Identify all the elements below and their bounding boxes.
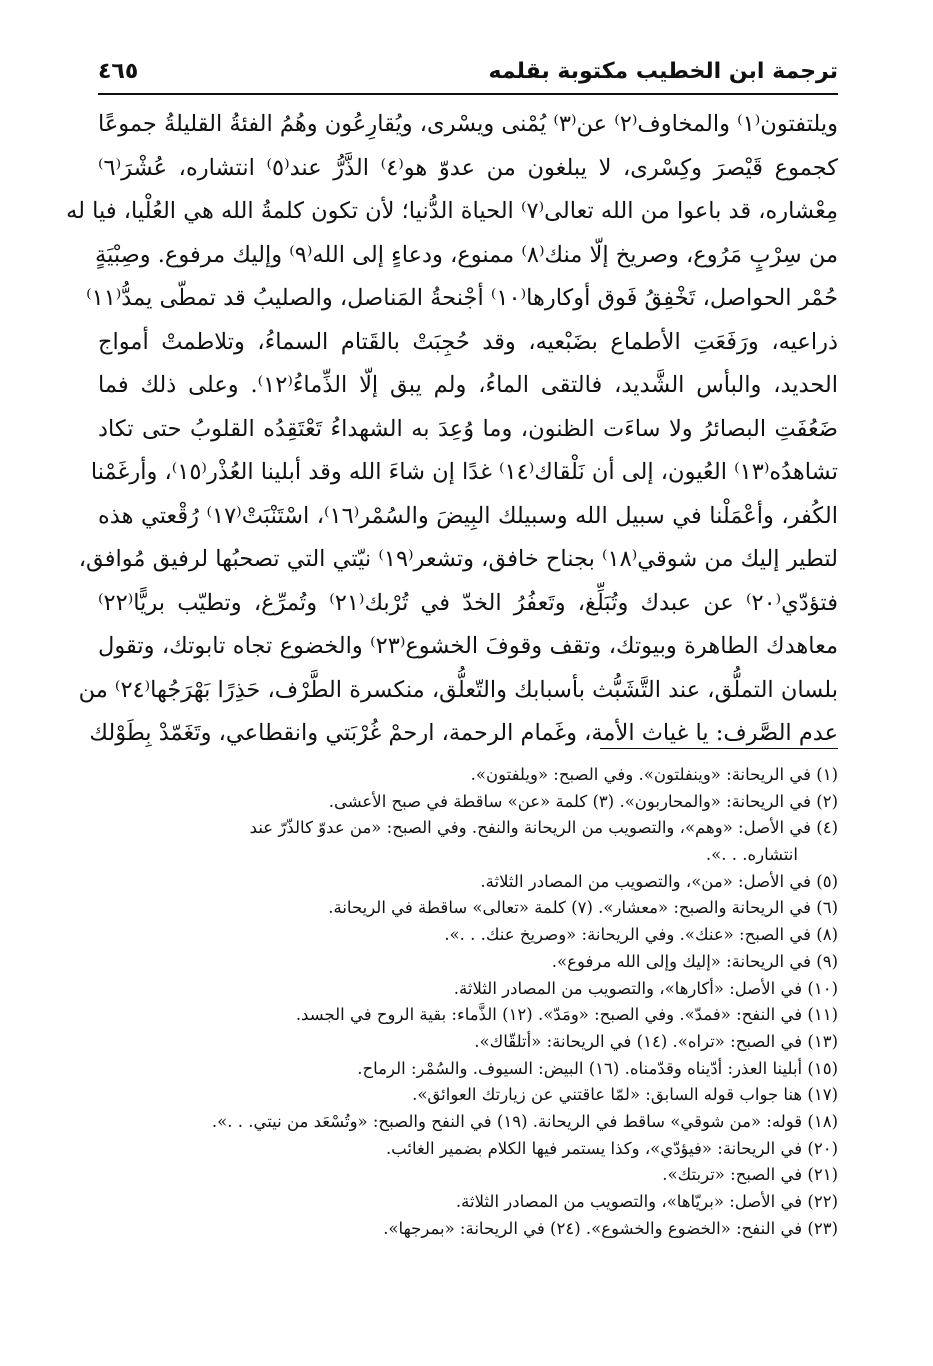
footnote: (٢٢) في الأصل: «بريّاها»، والتصويب من المصادر الثلاثة. xyxy=(455,1192,838,1211)
text-line: الحديد، والبأس الشَّديد، فالتقى الماءُ، ولم يبق إلّا الذِّماءُ⁽١٢⁾. وعلى ذلك فما xyxy=(98,372,838,398)
text-line: الكُفر، وأعْمَلْنا في سبيل الله وسبيلك البِيضَ والسُمْر⁽١٦⁾، اسْتَنْبَتْ⁽١٧⁾ رُقْعتي هذه xyxy=(98,502,838,529)
footnote: (٢٠) في الريحانة: «فيؤدّي»، وكذا يستمر فيها الكلام بضمير الغائب. xyxy=(385,1138,838,1158)
text-line: ويلتفتون⁽١⁾ والمخاوف⁽٢⁾ عن⁽٣⁾ يُمْنى ويسْرى، ويُقارِعُون وهُمُ الفئةُ القليلةُ جموعًا xyxy=(98,111,838,137)
page-header xyxy=(98,55,838,95)
footnote-continuation: انتشاره. . .». xyxy=(705,845,798,865)
footnote: (٤) في الأصل: «وهم»، والتصويب من الريحانة والنفح. وفي الصبح: «من عدوّ كالذّرّ عند xyxy=(249,818,838,838)
text-line: ذراعيه، ورَفَعَتِ الأطماع بضَبْعيه، وقد حُجِبَتْ بالقَتام السماءُ، وتلاطمتْ أمواج xyxy=(98,328,838,355)
text-line: ضَعُفَتِ البصائرُ ولا ساءَت الظنون، وما وُعِدَ به الشهداءُ تَعْتَقِدُه القلوبُ حتى تكاد xyxy=(98,415,838,442)
footnote: (١٣) في الصبح: «تراه». (١٤) في الريحانة: «أتلقّاك». xyxy=(474,1031,838,1051)
footnote: (٥) في الأصل: «من»، والتصويب من المصادر الثلاثة. xyxy=(480,871,838,891)
footnote: (٦) في الريحانة والصبح: «معشار». (٧) كلمة «تعالى» ساقطة في الريحانة. xyxy=(328,898,838,918)
text-line: تشاهدُه⁽١٣⁾ العُيون، إلى أن نَلْقاك⁽١٤⁾ غدًا إن شاءَ الله وقد أبلينا العُذْر⁽١٥⁾، وأرغَمْنا xyxy=(90,459,838,485)
page-number: ٤٦٥ xyxy=(98,59,139,84)
footnote: (١٥) أبلينا العذر: أدّيناه وقدّمناه. (١٦) البيض: السيوف. والسُمْر: الرماح. xyxy=(357,1058,838,1078)
running-title: ترجمة ابن الخطيب مكتوبة بقلمه xyxy=(488,59,838,84)
footnote: (١١) في النفح: «فمدّ». وفي الصبح: «ومَدّ». (١٢) الذَّماء: بقية الروح في الجسد. xyxy=(295,1005,838,1025)
footnote: (٩) في الريحانة: «إليك وإلى الله مرفوع». xyxy=(551,951,838,971)
main-text xyxy=(66,103,839,756)
text-line: كجموع قَيْصرَ وكِسْرى، لا يبلغون من عدوّ هو⁽٤⁾ الذَّرُّ عند⁽٥⁾ انتشاره، عُشْرَ⁽٦⁾ xyxy=(98,154,838,181)
footnote: (١٠) في الأصل: «أكارها»، والتصويب من المصادر الثلاثة. xyxy=(453,978,838,998)
footnotes xyxy=(98,762,838,1242)
text-line: حُمْر الحواصل، تَخْفِقُ فَوق أوكارها⁽١٠⁾ أجْنحةُ المَناصل، والصليبُ قد تمطّى يمدُّ⁽١١⁾ xyxy=(86,285,838,311)
footnote: (١٧) هنا جواب قوله السابق: «لمّا عاقتني عن زيارتك العوائق». xyxy=(412,1085,838,1105)
footnote: (٢) في الريحانة: «والمحاربون». (٣) كلمة «عن» ساقطة في صبح الأعشى. xyxy=(328,791,838,811)
text-line: فتؤدّي⁽٢٠⁾ عن عبدك وتُبَلِّغ، وتَعفُرُ الخدّ في تُرْبك⁽٢١⁾ وتُمرِّغ، وتطيّب بريًّا⁽٢٢⁾ xyxy=(98,589,838,616)
header-divider xyxy=(98,93,838,95)
footnote: (١٨) قوله: «من شوقي» ساقط في الريحانة. (١٩) في النفح والصبح: «وتُسْعَد من نيتي. . .». xyxy=(211,1111,838,1131)
footnote: (٢٣) في النفح: «الخضوع والخشوع». (٢٤) في الريحانة: «بمرجها». xyxy=(383,1218,838,1238)
footnote: (٢١) في الصبح: «تربتك». xyxy=(662,1165,838,1185)
text-line: معاهدك الطاهرة وبيوتك، وتقف وقوفَ الخشوع⁽٢٣⁾ والخضوع تجاه تابوتك، وتقول xyxy=(98,633,839,659)
text-line: لتطير إليك من شوقي⁽١٨⁾ بجناح خافق، وتشعر⁽١٩⁾ نيّتي التي تصحبُها لرفيق مُوافق، xyxy=(78,546,838,572)
text-line: بلسان التملُّق، عند التَّشَبُّث بأسبابك والتّعلُّق، منكسرة الطَّرْف، حَذِرًا بَهْرَجُها⁽٢٤⁾ من xyxy=(78,676,838,703)
text-line: من سِرْبٍ مَرُوع، وصريخ إلّا منك⁽٨⁾ ممنوع، ودعاءٍ إلى الله⁽٩⁾ وإليك مرفوع. وصِبْيَةٍ xyxy=(95,241,838,268)
footnote: (١) في الريحانة: «وينفلتون». وفي الصبح: «ويلفتون». xyxy=(470,765,838,784)
footnote: (٨) في الصبح: «عنك». وفي الريحانة: «وصريخ عنك. . .». xyxy=(444,925,838,945)
text-line: عدم الصَّرف: يا غياث الأمة، وغَمام الرحمة، ارحمْ غُرْبَتي وانقطاعي، وتَغَمّدْ بِطَوْلك xyxy=(89,720,838,746)
text-line: مِعْشاره، قد باعوا من الله تعالى⁽٧⁾ الحياة الدُّنيا؛ لأن تكون كلمةُ الله هي العُلْيا، فيا له xyxy=(66,198,838,224)
footnote-divider xyxy=(600,748,838,749)
